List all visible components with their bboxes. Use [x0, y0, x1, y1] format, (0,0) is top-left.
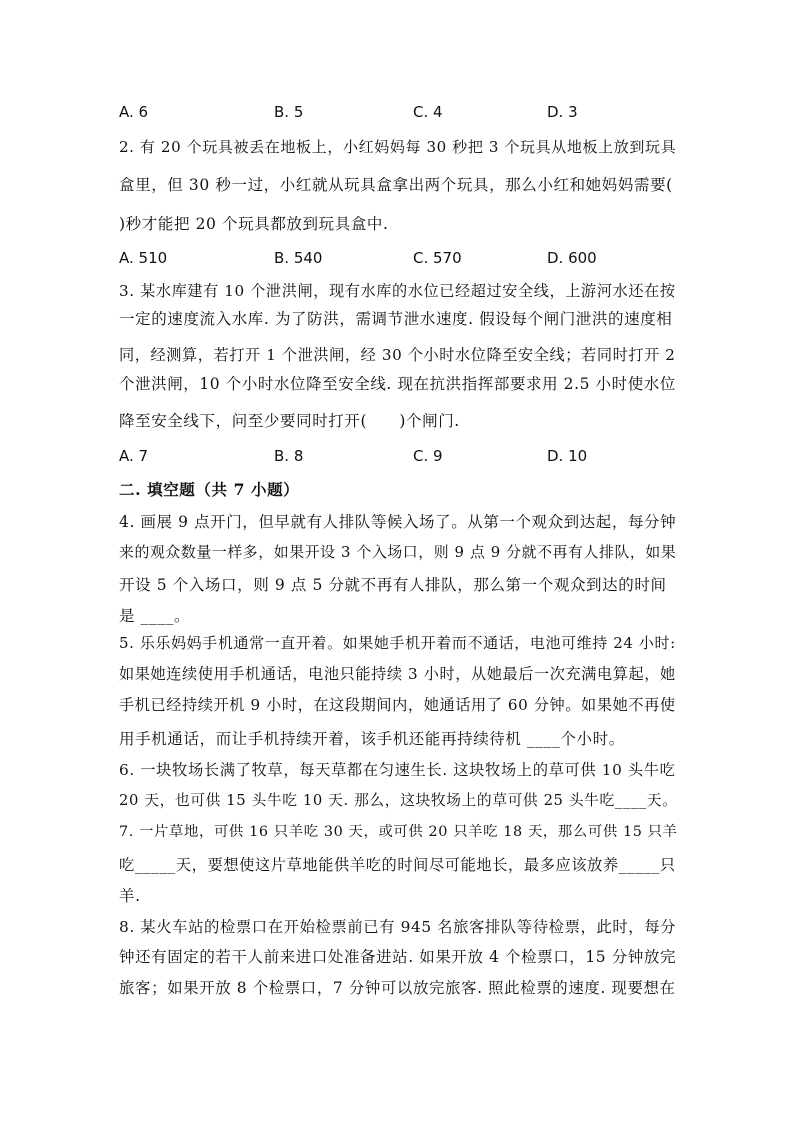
q3-text-line: 同，经测算，若打开 1 个泄洪闸，经 30 个小时水位降至安全线；若同时打开 2	[119, 346, 676, 364]
q3-option-a: A. 7	[119, 447, 149, 465]
q4-text-line: 来的观众数量一样多，如果开设 3 个入场口，则 9 点 9 分就不再有人排队，如果	[119, 543, 677, 561]
q3-option-d: D. 10	[547, 447, 588, 465]
q2-text-line: 盒里，但 30 秒一过，小红就从玩具盒拿出两个玩具，那么小红和她妈妈需要(	[119, 176, 673, 194]
q5-text-line: 5. 乐乐妈妈手机通常一直开着。如果她手机开着而不通话，电池可维持 24 小时:	[119, 634, 676, 652]
q7-text-line: 7. 一片草地，可供 16 只羊吃 30 天，或可供 20 只羊吃 18 天，那么可供 15 只羊	[119, 824, 678, 840]
q5-text-line: 如果她连续使用手机通话，电池只能持续 3 小时，从她最后一次充满电算起，她	[119, 665, 676, 683]
q8-text-line: 8. 某火车站的检票口在开始检票前已有 945 名旅客排队等待检票，此时，每分	[119, 918, 677, 936]
q1-option-a: A. 6	[119, 103, 149, 121]
q2-text-line: 2. 有 20 个玩具被丢在地板上，小红妈妈每 30 秒把 3 个玩具从地板上放到玩具	[119, 138, 677, 156]
q8-text-line: 钟还有固定的若干人前来进口处准备进站. 如果开放 4 个检票口，15 分钟放完	[119, 948, 677, 966]
q6-text-line: 20 天，也可供 15 头牛吃 10 天. 那么，这块牧场上的草可供 25 头牛吃____天。	[119, 792, 678, 809]
q3-option-c: C. 9	[413, 447, 443, 465]
q2-option-a: A. 510	[119, 249, 168, 267]
q3-text-line: 3. 某水库建有 10 个泄洪闸，现有水库的水位已经超过安全线，上游河水还在按	[119, 282, 676, 300]
q4-text-line: 是 ____。	[119, 607, 191, 625]
q3-text-line: 降至安全线下，问至少要同时打开( )个闸门.	[119, 412, 460, 430]
q4-text-line: 开设 5 个入场口，则 9 点 5 分就不再有人排队，那么第一个观众到达的时间	[119, 576, 667, 594]
q1-option-d: D. 3	[547, 103, 578, 121]
q3-option-b: B. 8	[274, 447, 304, 465]
q6-text-line: 6. 一块牧场长满了牧草，每天草都在匀速生长. 这块牧场上的草可供 10 头牛吃	[119, 761, 676, 779]
q1-option-c: C. 4	[413, 103, 443, 121]
q2-option-b: B. 540	[274, 249, 323, 267]
q8-text-line: 旅客；如果开放 8 个检票口，7 分钟可以放完旅客. 照此检票的速度. 现要想在	[119, 979, 676, 997]
q2-option-d: D. 600	[547, 249, 597, 267]
q3-text-line: 一定的速度流入水库. 为了防洪，需调节泄水速度. 假设每个闸门泄洪的速度相	[119, 310, 673, 328]
q3-text-line: 个泄洪闸，10 个小时水位降至安全线. 现在抗洪指挥部要求用 2.5 小时使水位	[119, 375, 676, 393]
q7-text-line: 吃_____天，要想使这片草地能供羊吃的时间尽可能地长，最多应该放养_____只	[119, 856, 676, 874]
q5-text-line: 用手机通话，而让手机持续开着，该手机还能再持续待机 ____个小时。	[119, 730, 625, 748]
q7-text-line: 羊.	[119, 887, 141, 905]
q5-text-line: 手机已经持续开机 9 小时，在这段期间内，她通话用了 60 分钟。如果她不再使	[119, 696, 676, 714]
q2-text-line: )秒才能把 20 个玩具都放到玩具盒中.	[119, 215, 389, 233]
q2-option-c: C. 570	[413, 249, 462, 267]
q4-text-line: 4. 画展 9 点开门，但早就有人排队等候入场了。从第一个观众到达起，每分钟	[119, 513, 677, 531]
q1-option-b: B. 5	[274, 103, 304, 121]
section-heading: 二. 填空题（共 7 小题）	[119, 480, 300, 499]
